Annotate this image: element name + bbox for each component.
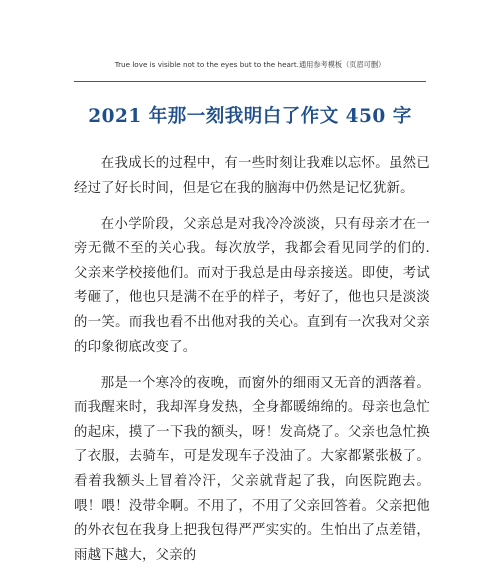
paragraph-3: 那是一个寒冷的夜晚，而窗外的细雨又无音的洒落着。而我醒来时，我却浑身发热，全身都暖绵绵的。母亲也急忙的起床，摸了一下我的额头，呀！发高烧了。父亲也急忙换了衣服，去骑车，可是发现车子没油了。大家都紧张极了。看着我额头上冒着冷汗，父亲就背起了我，向医院跑去。喂！喂！没带伞啊。不用了，不用了父亲回答着。父亲把他的外衣包在我身上把我包得严严实实的。生怕出了点差错，雨越下越大，父亲的 bbox=[74, 375, 430, 563]
document-body bbox=[74, 152, 430, 580]
paragraph-2: 在小学阶段，父亲总是对我冷冷淡淡，只有母亲才在一旁无微不至的关心我。每次放学，我都会看见同学的们的.父亲来学校接他们。而对于我总是由母亲接送。即使，考试考砸了，他也只是满不在乎的样子，考好了，他也只是淡淡的一笑。而我也看不出他对我的关心。直到有一次我对父亲的印象彻底改变了。 bbox=[74, 216, 430, 355]
document-title: 2021 年那一刻我明白了作文 450 字 bbox=[88, 106, 412, 127]
page-header: True love is visible not to the eyes but to the heart.通用参考模板（页眉可删） bbox=[114, 60, 386, 69]
paragraph-1: 在我成长的过程中，有一些时刻让我难以忘怀。虽然已经过了好长时间，但是它在我的脑海中仍然是记忆犹新。 bbox=[74, 156, 430, 196]
header-divider bbox=[74, 81, 426, 82]
